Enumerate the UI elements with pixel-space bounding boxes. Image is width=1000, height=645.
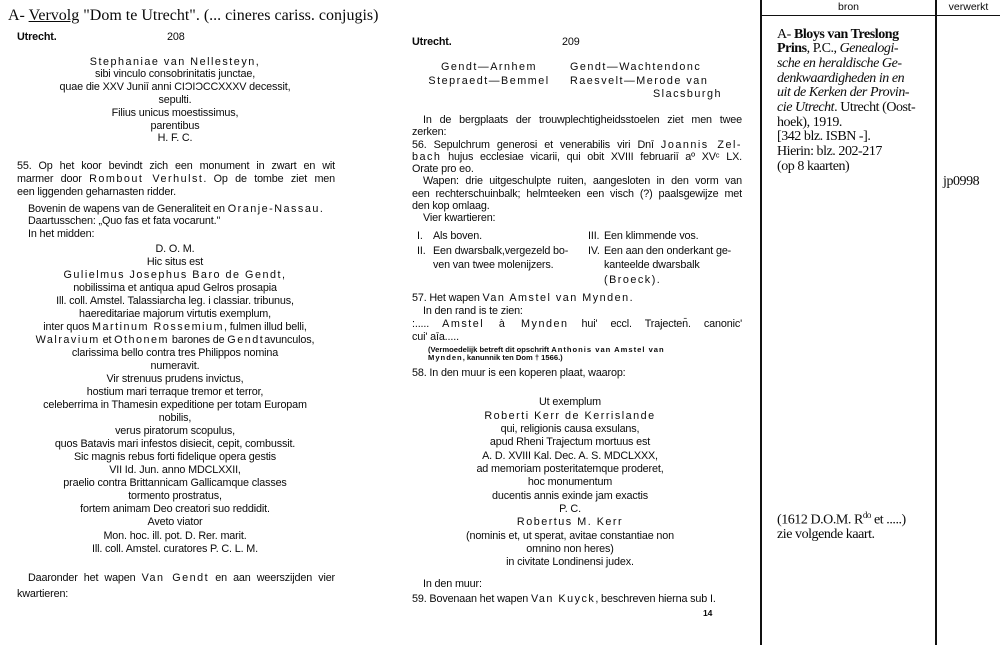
- text-line: D. O. M.: [155, 242, 195, 255]
- text-line: hoek), 1919.: [777, 114, 842, 130]
- column-divider-left: [760, 0, 762, 645]
- text-line: [412, 139, 742, 151]
- text-segment: 56. Sepulchrum generosi et venerabilis viri Dnī: [412, 138, 661, 151]
- text-line: [15, 321, 335, 334]
- spaced-name: Walravium: [35, 333, 100, 346]
- running-head-right: Utrecht.: [412, 36, 452, 48]
- text-line: Vier kwartieren:: [423, 212, 496, 224]
- superscript: do: [862, 509, 871, 520]
- text-line: [412, 292, 742, 305]
- verwerkt-code: jp0998: [943, 174, 980, 189]
- text-segment: .: [629, 291, 633, 304]
- spaced-name: bach: [412, 150, 442, 163]
- header-divider: [761, 15, 1000, 16]
- text-segment: :.....: [412, 317, 443, 330]
- text-line: [428, 354, 665, 362]
- bron-note: [777, 508, 906, 543]
- kwartier-number: IV.: [588, 244, 600, 257]
- styled-segment: Bloys van Treslong: [793, 26, 899, 42]
- text-segment: et .....): [870, 512, 906, 528]
- paragraph-56: [412, 114, 742, 224]
- kwartier-text: (Broeck).: [604, 273, 662, 286]
- kwartieren-left: [417, 229, 568, 273]
- spaced-name: Stephaniae van Nellesteyn,: [89, 55, 261, 68]
- spaced-name: Othonem: [114, 333, 170, 346]
- spaced-name: Amstel à Mynden: [442, 317, 569, 330]
- text-line: kwartieren:: [17, 587, 69, 600]
- text-line: celeberrima in Thamesin expeditione per totam Europam: [43, 399, 307, 412]
- text-line: cui' aīa.....: [412, 330, 459, 343]
- text-line: [28, 203, 323, 215]
- column-header-bron: bron: [837, 1, 859, 13]
- paragraph-57: [412, 292, 742, 344]
- text-line: [777, 57, 915, 72]
- text-line: hoc monumentum: [527, 476, 613, 489]
- text-line: tormento prostratus,: [128, 490, 222, 503]
- spaced-name: Van Amstel van Mynden: [482, 291, 630, 304]
- text-segment: , kanunnik ten Dom † 1566.): [462, 353, 563, 362]
- text-line: ducentis annis exinde jam exactis: [492, 489, 648, 502]
- text-line: qui, religionis causa exsulans,: [500, 422, 640, 435]
- text-line: Mon. hoc. ill. pot. D. Rer. marit.: [103, 529, 247, 542]
- text-line: Filius unicus moestissimus,: [111, 106, 239, 119]
- styled-segment: Vervolg: [28, 7, 80, 24]
- text-line: quae die XXV Juniī anni CIƆIƆCCXXXV decessit,: [59, 81, 291, 94]
- text-segment: , beschreven hierna sub I.: [595, 592, 716, 605]
- spaced-name: Gulielmus Josephus Baro de Gendt,: [63, 268, 287, 281]
- text-line: (nominis et, ut sperat, avitae constantiae non: [466, 529, 674, 542]
- paragraph-58: [412, 367, 626, 380]
- text-line: Raesvelt—Merode van: [570, 74, 709, 87]
- kwartier-text: Een klimmende vos.: [604, 230, 699, 242]
- text-line: haereditariae majorum virtutis exemplum,: [78, 307, 272, 320]
- text-segment: Daaronder het wapen: [28, 572, 142, 584]
- epitaph-gendt: [15, 243, 335, 556]
- text-line: parentibus: [150, 119, 200, 132]
- text-line: [405, 410, 735, 423]
- text-segment: et: [99, 333, 115, 346]
- spaced-name: Mynden: [428, 353, 463, 362]
- styled-segment: sche en heraldische Ge-: [777, 55, 902, 71]
- spaced-name: Rombout Verhulst: [89, 172, 204, 185]
- page-number-208: 208: [167, 31, 185, 43]
- running-head-left: Utrecht.: [17, 31, 57, 43]
- text-line: [412, 592, 716, 607]
- text-line: Ut exemplum: [539, 396, 601, 409]
- text-line: (op 8 kaarten): [777, 158, 850, 174]
- kwartier-number: I.: [417, 230, 423, 242]
- text-segment: "Dom te Utrecht". (... cineres cariss. conjugis): [79, 7, 379, 24]
- kwartieren-right: [588, 229, 731, 287]
- text-line: quos Batavis mari infestos disiecit, cepit, combussit.: [54, 438, 296, 451]
- text-line: Vir strenuus prudens invictus,: [106, 372, 244, 385]
- text-line: In den muur:: [423, 578, 482, 590]
- text-line: een rechterschuinbalk; helmteeken een visch (?) paalsgewijze met: [412, 187, 742, 200]
- text-line: Hierin: blz. 202-217: [777, 144, 882, 160]
- text-line: [777, 72, 915, 87]
- text-segment: avunculos,: [264, 333, 315, 346]
- text-line: [777, 86, 915, 101]
- styled-segment: cie Utrecht: [777, 100, 835, 116]
- kwartier-item: [417, 244, 568, 273]
- kwartier-first-line: [588, 229, 731, 244]
- epitaph-kerr: [405, 396, 735, 569]
- text-segment: A-: [8, 7, 29, 24]
- epitaph-nellesteyn: [15, 56, 335, 146]
- styled-segment: denkwaardigheden in en: [777, 70, 905, 86]
- text-line: In het midden:: [28, 227, 95, 240]
- text-segment: . Op de tombe ziet men: [203, 172, 335, 185]
- text-line: 58. In den muur is een koperen plaat, waarop:: [412, 367, 626, 379]
- text-line: Aveto viator: [147, 516, 203, 529]
- kwartier-text: Een dwarsbalk,vergezeld bo-: [433, 244, 569, 257]
- text-segment: en aan weerszijden vier: [209, 572, 335, 584]
- page-number-209: 209: [562, 36, 580, 48]
- column-divider-right: [935, 0, 937, 645]
- text-segment: .: [319, 203, 323, 215]
- spaced-name: Robertus M. Kerr: [516, 516, 624, 529]
- sheet-number: 14: [703, 608, 713, 618]
- text-line: apud Rheni Trajectum mortuus est: [489, 436, 651, 449]
- text-line: Daartusschen: „Quo fas et fata vocarunt.": [28, 215, 221, 228]
- text-line: [15, 269, 335, 282]
- text-segment: , P.C.,: [806, 41, 840, 57]
- quarters-right: [570, 61, 722, 102]
- text-segment: hui' eccl. Trajecten̄. canonic': [568, 317, 742, 330]
- text-line: In den rand is te zien:: [423, 304, 523, 317]
- text-segment: inter quos: [43, 320, 93, 333]
- kwartier-text: Als boven.: [433, 230, 482, 242]
- text-segment: barones de: [169, 333, 228, 346]
- text-segment: marmer door: [17, 172, 90, 185]
- text-line: Orate pro eo.: [412, 163, 474, 175]
- text-line: Sic magnis rebus forti fidelique opera gestis: [73, 451, 277, 464]
- text-segment: , fulmen illud belli,: [224, 320, 307, 333]
- text-line: een liggenden geharnasten ridder.: [17, 185, 176, 198]
- text-line: den kop omlaag.: [412, 199, 490, 212]
- text-line: fortem animam Deo creatori suo reddidit.: [80, 503, 270, 516]
- text-line: nobilissima et antiqua apud Gelros prosapia: [73, 281, 277, 294]
- text-line: Slacsburgh: [652, 88, 722, 100]
- text-line: [405, 516, 735, 529]
- text-segment: A-: [777, 26, 794, 42]
- kwartier-text: ven van twee molenijzers.: [433, 259, 554, 271]
- text-segment: 57. Het wapen: [412, 291, 483, 304]
- text-line: [777, 28, 915, 43]
- text-line: sepulti.: [158, 93, 192, 106]
- kwartier-item: [588, 244, 731, 288]
- spaced-name: Van Kuyck: [531, 592, 596, 605]
- spaced-name: Oranje-Nassau: [227, 203, 320, 215]
- spaced-name: Martinum Rossemium: [92, 320, 225, 333]
- spaced-name: Gendt: [227, 333, 265, 346]
- spaced-name: Joannis Zel-: [660, 138, 742, 151]
- kwartier-item: [588, 229, 731, 244]
- kwartier-text: kanteelde dwarsbalk: [604, 259, 700, 271]
- text-line: [777, 101, 915, 116]
- text-line: Stepraedt—Bemmel: [428, 74, 550, 87]
- styled-segment: uit de Kerken der Provin-: [777, 85, 910, 101]
- card-heading: [8, 6, 378, 26]
- footnote-57: [428, 346, 665, 362]
- text-line: hostium mari terraque tremor et terror,: [86, 386, 264, 399]
- kwartier-number: II.: [417, 244, 426, 257]
- text-segment: hujus ecclesiae vicarii, qui obit XVIII februariī aº XVᶜ LX.: [441, 150, 742, 163]
- text-line: sibi vinculo consobrinitatis junctae,: [94, 68, 256, 81]
- text-line: VII Id. Jun. anno MDCLXXII,: [109, 464, 241, 477]
- column-header-verwerkt: verwerkt: [948, 1, 989, 13]
- text-line: [342 blz. ISBN -].: [777, 129, 871, 145]
- text-line: clarissima bello contra tres Philippos nomina: [71, 346, 279, 359]
- text-line: [15, 56, 335, 69]
- text-line: zie volgende kaart.: [777, 526, 875, 542]
- text-line: Gendt—Wachtendonc: [570, 61, 702, 73]
- kwartier-first-line: [417, 229, 568, 244]
- text-line: Ill. coll. Amstel. curatores P. C. L. M.: [91, 542, 258, 555]
- text-line: [17, 571, 335, 587]
- quarters-left: [420, 61, 558, 88]
- styled-segment: Genealogi-: [839, 41, 899, 57]
- text-line: [15, 334, 335, 347]
- text-line: [17, 173, 335, 186]
- text-line: omnino non heres): [526, 542, 614, 555]
- bron-citation: [777, 28, 915, 175]
- kwartier-number: III.: [588, 230, 600, 242]
- text-line: verus piratorum scopulus,: [115, 425, 235, 438]
- text-line: H. F. C.: [157, 132, 193, 145]
- kwartier-text: Een aan den onderkant ge-: [604, 244, 732, 257]
- kwartier-item: [417, 229, 568, 244]
- text-line: [777, 42, 915, 57]
- text-line: Ill. coll. Amstel. Talassiarcha leg. i classiar. tribunus,: [56, 294, 294, 307]
- kwartier-first-line: [417, 244, 568, 259]
- paragraph-55: [17, 160, 335, 199]
- text-line: numeravit.: [150, 359, 200, 372]
- text-segment: (1612 D.O.M. R: [777, 512, 863, 528]
- text-line: praelio contra Brittannicam Gallicamque classes: [63, 477, 287, 490]
- text-line: [412, 151, 742, 163]
- text-segment: . Utrecht (Oost-: [834, 100, 916, 116]
- text-segment: (Vermoedelijk betreft dit opschrift: [428, 345, 552, 354]
- paragraph-59: [412, 577, 716, 606]
- text-segment: Bovenin de wapens van de Generaliteit en: [28, 203, 228, 215]
- spaced-name: Anthonis van Amstel van: [551, 345, 665, 354]
- text-line: Gendt—Arnhem: [440, 61, 537, 73]
- paragraph-55-details: [28, 203, 323, 240]
- text-line: A. D. XVIII Kal. Dec. A. S. MDCLXXX,: [482, 449, 658, 462]
- kwartier-first-line: [588, 244, 731, 259]
- text-line: ad memoriam posteritatemque proderet,: [476, 462, 664, 475]
- text-line: In de bergplaats der trouwplechtigheidsstoelen ziet men twee: [423, 114, 742, 126]
- text-line: P. C.: [559, 502, 581, 515]
- text-line: Hic situs est: [146, 255, 204, 268]
- text-line: [412, 318, 742, 331]
- text-line: nobilis,: [158, 412, 192, 425]
- styled-segment: Prins: [777, 41, 807, 57]
- spaced-name: Van Gendt: [141, 572, 210, 584]
- paragraph-daaronder: [17, 571, 335, 602]
- text-line: Wapen: drie uitgeschulpte ruiten, aangesloten in den vorm van: [423, 175, 742, 188]
- text-line: [777, 508, 906, 528]
- spaced-name: Roberti Kerr de Kerrislande: [484, 409, 656, 422]
- text-line: zerken:: [412, 126, 447, 139]
- text-segment: 59. Bovenaan het wapen: [412, 592, 532, 605]
- text-line: 55. Op het koor bevindt zich een monument in zwart en wit: [17, 159, 335, 172]
- text-line: in civitate Londinensi judex.: [506, 556, 634, 569]
